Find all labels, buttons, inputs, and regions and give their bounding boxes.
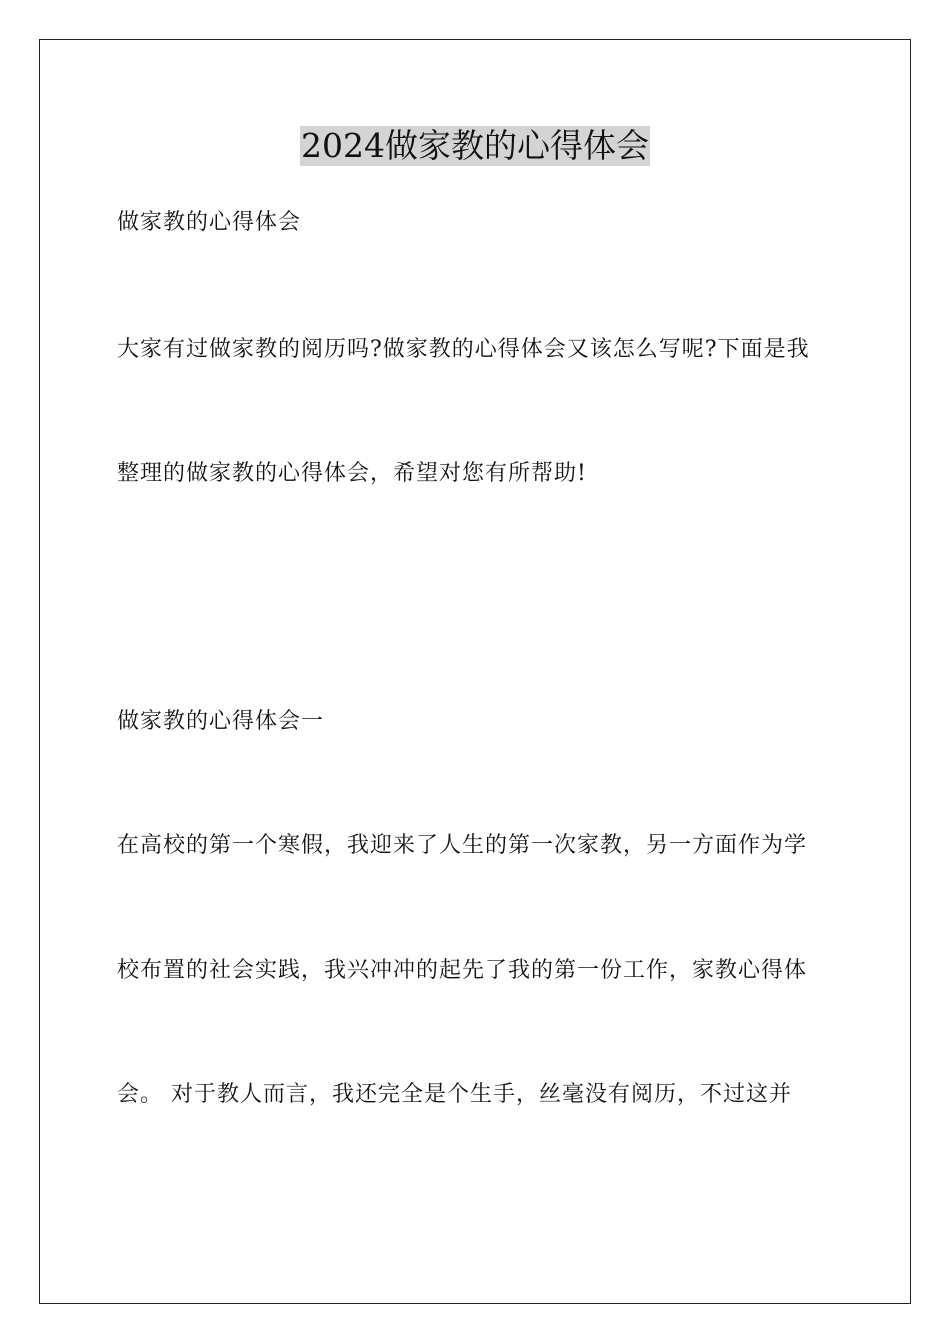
intro-line-1: 大家有过做家教的阅历吗?做家教的心得体会又该怎么写呢?下面是我 [117,337,810,362]
intro-line-2: 整理的做家教的心得体会，希望对您有所帮助! [117,461,587,486]
body-line-2: 校布置的社会实践，我兴冲冲的起先了我的第一份工作，家教心得体 [117,958,808,983]
body-line-3: 会。 对于教人而言，我还完全是个生手，丝毫没有阅历，不过这并 [117,1082,792,1107]
document-title: 2024做家教的心得体会 [301,126,649,165]
title-container [0,126,950,166]
subtitle-line: 做家教的心得体会 [117,210,302,235]
section-heading: 做家教的心得体会一 [117,709,325,734]
body-line-1: 在高校的第一个寒假，我迎来了人生的第一次家教，另一方面作为学 [117,833,808,858]
